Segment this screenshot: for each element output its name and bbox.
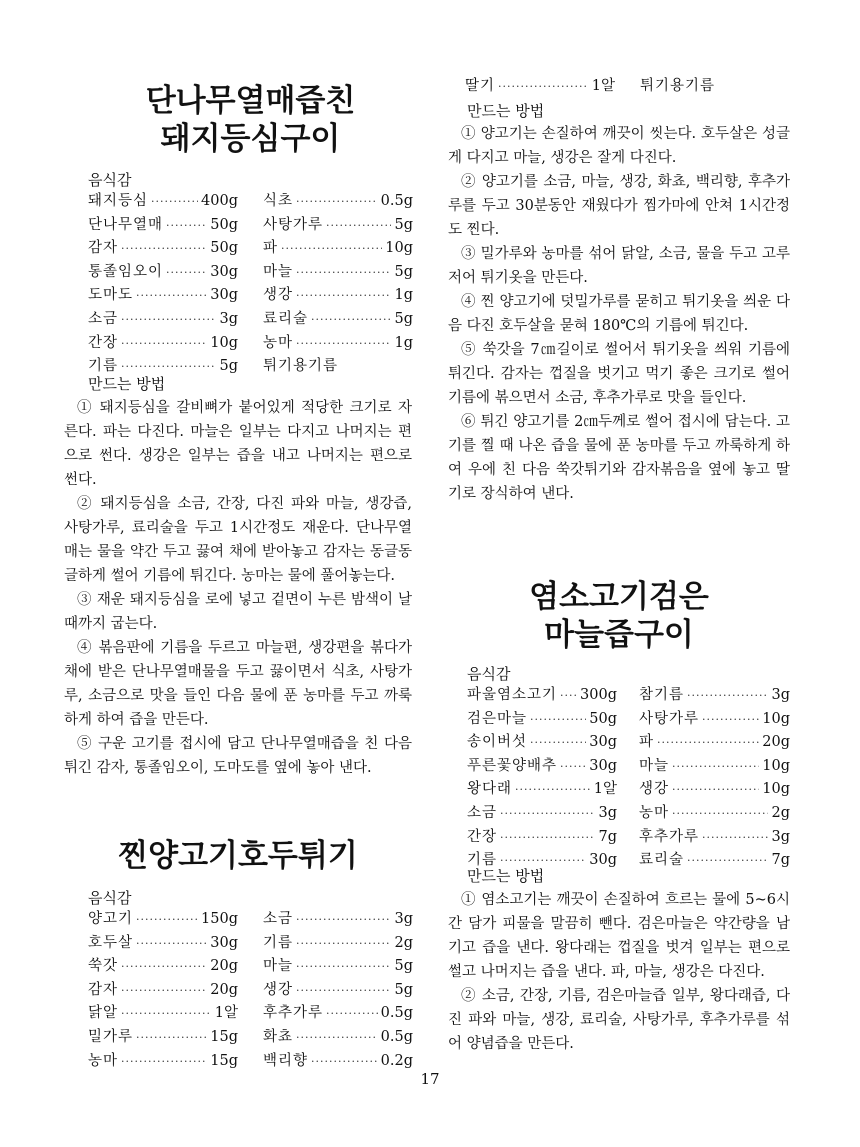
ingredient-name: 감자 <box>88 981 119 998</box>
method-step: ② 돼지등심을 소금, 간장, 다진 파와 마늘, 생강즙, 사탕가루, 료리술을 두고 1시간정도 재운다. 단나무열매는 물을 약간 두고 끓여 채에 받아놓고 감자는 동글동글하게 썰어 기름에 튀긴다. 농마는 물에 풀어놓는다. <box>64 496 412 584</box>
leader-dots <box>121 979 207 1003</box>
ingredient-row <box>88 1026 413 1050</box>
ingredient-amount: 150g <box>201 911 238 927</box>
method-step: ④ 찐 양고기에 덧밀가루를 묻히고 튀기옷을 씌운 다음 다진 호두살을 묻혀 180℃의 기름에 튀긴다. <box>448 294 790 334</box>
ingredient-name: 왕다래 <box>467 781 513 798</box>
ingredient-amount: 5g <box>394 216 413 233</box>
ingredient-amount: 30g <box>589 757 617 774</box>
ingredient <box>263 932 413 956</box>
ingredient-row <box>465 75 725 99</box>
ingredient-amount: 5g <box>394 981 413 998</box>
ingredient-name: 참기름 <box>639 687 685 703</box>
ingredient-name: 기름 <box>88 358 119 375</box>
leader-dots <box>296 332 391 356</box>
ingredient-amount: 10g <box>762 710 790 727</box>
ingredient-row <box>88 284 413 308</box>
ingredient-amount: 30g <box>210 934 238 951</box>
leader-dots <box>121 308 216 332</box>
leader-dots <box>296 955 391 979</box>
ingredient-amount: 3g <box>394 911 413 927</box>
ingredient-amount: 30g <box>210 263 238 280</box>
ingredient-amount: 30g <box>589 734 617 751</box>
ingredient-row <box>467 802 790 826</box>
ingredient-amount: 7g <box>598 828 617 845</box>
leader-dots <box>166 214 207 238</box>
method-step: ⑤ 쑥갓을 7㎝길이로 썰어서 튀기옷을 씌워 기름에 튀긴다. 감자는 껍질을 벗기고 먹기 좋은 크기로 썰어 기름에 볶으면서 소금, 후추가루로 맛을 들인다. <box>448 342 790 406</box>
ingredient-amount: 10g <box>210 334 238 351</box>
recipe2-steps <box>448 122 790 506</box>
ingredient-name: 백리향 <box>263 1052 309 1069</box>
ingredient-amount: 30g <box>589 852 617 869</box>
ingredient-name: 파울염소고기 <box>467 687 558 703</box>
ingredient-amount: 2g <box>771 804 790 821</box>
ingredient <box>467 778 617 802</box>
ingredient <box>88 908 238 932</box>
ingredient <box>465 75 615 99</box>
ingredient <box>88 237 238 261</box>
ingredient-name: 파 <box>639 734 655 751</box>
page-number: 17 <box>420 1070 440 1088</box>
recipe2-ingredient-list <box>88 908 413 1073</box>
ingredient <box>263 1002 413 1026</box>
ingredient-row <box>88 214 413 238</box>
ingredient-row <box>467 826 790 850</box>
ingredient-name: 튀기용기름 <box>640 78 716 94</box>
leader-dots <box>326 214 391 238</box>
recipe3-ingredient-list <box>467 684 790 873</box>
leader-dots <box>296 284 391 308</box>
recipe2-method-label: 만드는 방법 <box>467 102 545 120</box>
ingredient-amount: 10g <box>385 240 413 257</box>
leader-dots <box>672 802 768 826</box>
leader-dots <box>326 1002 378 1026</box>
ingredient-name: 소금 <box>467 804 498 821</box>
ingredient-amount: 1g <box>394 334 413 351</box>
ingredient-amount: 20g <box>210 981 238 998</box>
method-step: ⑥ 튀긴 양고기를 2㎝두께로 썰어 접시에 담는다. 고기를 찔 때 나온 즙을 물에 푼 농마를 두고 까룩하게 하여 우에 친 다음 쑥갓튀기와 감자볶음을 옆에 놓고 딸기로 장식하여 낸다. <box>448 414 790 502</box>
recipe1-title-line2: 돼지등심구이 <box>160 121 341 157</box>
ingredient <box>639 708 790 732</box>
leader-dots <box>296 908 391 932</box>
ingredient-amount: 1알 <box>591 78 615 94</box>
ingredient <box>467 755 617 779</box>
ingredient-name: 농마 <box>639 804 670 821</box>
method-step: ④ 볶음판에 기름을 두르고 마늘편, 생강편을 볶다가 채에 받은 단나무열매물을 두고 끓이면서 식초, 사탕가루, 소금으로 맛을 들인 다음 물에 푼 농마를 두고 까룩하게 하여 즙을 만든다. <box>64 640 412 728</box>
ingredient-amount: 30g <box>210 287 238 304</box>
recipe2-title: 찐양고기호두튀기 <box>118 838 358 874</box>
recipe1-steps <box>64 396 412 780</box>
leader-dots <box>136 284 207 308</box>
leader-dots <box>657 731 759 755</box>
leader-dots <box>687 684 768 708</box>
recipe2-ingredients-label: 음식감 <box>88 889 132 907</box>
leader-dots <box>296 932 391 956</box>
recipe1-title <box>88 82 413 158</box>
ingredient <box>88 214 238 238</box>
recipe3-method-label: 만드는 방법 <box>467 867 545 885</box>
ingredient-amount: 50g <box>210 240 238 257</box>
ingredient-name: 딸기 <box>465 78 496 94</box>
leader-dots <box>560 755 586 779</box>
ingredient <box>263 284 413 308</box>
recipe3-ingredients-label: 음식감 <box>467 665 511 683</box>
ingredient-amount: 0.5g <box>380 1005 413 1022</box>
leader-dots <box>136 932 207 956</box>
ingredient-name: 농마 <box>88 1052 119 1069</box>
ingredient <box>263 237 413 261</box>
ingredient-name: 도마도 <box>88 287 134 304</box>
leader-dots <box>166 261 207 285</box>
method-step: ③ 재운 돼지등심을 로에 넣고 겉면이 누른 밤색이 날 때까지 굽는다. <box>64 592 412 632</box>
ingredient-row <box>467 708 790 732</box>
ingredient-amount: 0.2g <box>380 1052 413 1069</box>
ingredient-name: 기름 <box>467 852 498 869</box>
ingredient-amount: 3g <box>219 310 238 327</box>
ingredient-name: 닭알 <box>88 1005 119 1022</box>
ingredient-amount: 1g <box>394 287 413 304</box>
ingredient <box>263 1026 413 1050</box>
leader-dots <box>500 826 595 850</box>
method-step: ① 양고기는 손질하여 깨끗이 씻는다. 호두살은 성글게 다지고 마늘, 생강은 잘게 다진다. <box>448 126 790 166</box>
ingredient-name: 튀기용기름 <box>263 358 339 375</box>
ingredient <box>88 979 238 1003</box>
ingredient <box>88 1002 238 1026</box>
leader-dots <box>136 1026 207 1050</box>
ingredient-amount: 15g <box>210 1052 238 1069</box>
ingredient-name: 푸른꽃양배추 <box>467 757 558 774</box>
leader-dots <box>498 75 589 99</box>
ingredient-name: 검은마늘 <box>467 710 528 727</box>
recipe3-title-line2: 마늘즙구이 <box>544 617 694 653</box>
ingredient-amount: 0.5g <box>380 1028 413 1045</box>
ingredient-amount: 50g <box>210 216 238 233</box>
ingredient-name: 마늘 <box>263 263 294 280</box>
ingredient-amount: 400g <box>201 193 238 209</box>
ingredient-amount: 3g <box>771 828 790 845</box>
ingredient-name: 송이버섯 <box>467 734 528 751</box>
ingredient-amount: 5g <box>219 358 238 375</box>
leader-dots <box>702 826 768 850</box>
ingredient-name: 간장 <box>467 828 498 845</box>
recipe1-title-line1: 단나무열매즙친 <box>145 83 356 119</box>
ingredient-row <box>467 755 790 779</box>
ingredient <box>639 849 790 873</box>
ingredient <box>88 1026 238 1050</box>
recipe1-ingredient-list <box>88 190 413 379</box>
leader-dots <box>687 849 768 873</box>
ingredient <box>639 826 790 850</box>
leader-dots <box>121 332 207 356</box>
leader-dots <box>311 308 391 332</box>
ingredient-name: 기름 <box>263 934 294 951</box>
leader-dots <box>530 731 586 755</box>
ingredient <box>88 332 238 356</box>
ingredient-row <box>88 908 413 932</box>
leader-dots <box>515 778 591 802</box>
leader-dots <box>296 979 391 1003</box>
leader-dots <box>121 1002 212 1026</box>
leader-dots <box>136 908 198 932</box>
leader-dots <box>296 190 378 214</box>
recipe1-method-label: 만드는 방법 <box>88 375 166 393</box>
ingredient-row <box>88 332 413 356</box>
ingredient-name: 밀가루 <box>88 1028 134 1045</box>
ingredient-name: 소금 <box>263 911 294 927</box>
ingredient-row <box>88 261 413 285</box>
ingredient <box>639 731 790 755</box>
ingredient <box>263 308 413 332</box>
ingredient <box>467 708 617 732</box>
ingredient <box>467 684 617 708</box>
ingredient <box>467 731 617 755</box>
ingredient <box>88 932 238 956</box>
ingredient <box>639 802 790 826</box>
ingredient-name: 단나무열매 <box>88 216 164 233</box>
ingredient-row <box>88 932 413 956</box>
ingredient <box>263 332 413 356</box>
ingredient <box>88 261 238 285</box>
method-step: ⑤ 구운 고기를 접시에 담고 단나무열매즙을 친 다음 튀긴 감자, 통졸임오이, 도마도를 옆에 놓아 낸다. <box>64 736 412 776</box>
ingredient-amount: 10g <box>762 757 790 774</box>
ingredient-name: 사탕가루 <box>639 710 700 727</box>
ingredient-row <box>88 955 413 979</box>
ingredient-name: 화쵸 <box>263 1028 294 1045</box>
ingredient-name: 생강 <box>263 287 294 304</box>
ingredient-amount: 1알 <box>214 1005 238 1022</box>
ingredient-name: 통졸임오이 <box>88 263 164 280</box>
leader-dots <box>560 684 577 708</box>
ingredient <box>263 955 413 979</box>
leader-dots <box>121 955 207 979</box>
ingredient-name: 생강 <box>639 781 670 798</box>
recipe3-title-line1: 염소고기검은 <box>529 579 709 615</box>
ingredient-row <box>467 684 790 708</box>
ingredient-amount: 3g <box>771 687 790 703</box>
ingredient-amount: 1알 <box>593 781 617 798</box>
ingredient-row <box>88 1002 413 1026</box>
method-step: ② 양고기를 소금, 마늘, 생강, 화쵸, 백리향, 후추가루를 두고 30분동안 재웠다가 찜가마에 안쳐 1시간정도 찐다. <box>448 174 790 238</box>
leader-dots <box>672 778 759 802</box>
ingredient-row <box>88 308 413 332</box>
ingredient-name: 양고기 <box>88 911 134 927</box>
ingredient <box>88 308 238 332</box>
recipe2-ingredient-list-cont <box>465 75 725 99</box>
ingredient <box>263 979 413 1003</box>
ingredient <box>263 261 413 285</box>
ingredient-amount: 2g <box>394 934 413 951</box>
recipe1-ingredients-label: 음식감 <box>88 171 132 189</box>
ingredient-row <box>88 979 413 1003</box>
ingredient-name: 농마 <box>263 334 294 351</box>
ingredient <box>639 778 790 802</box>
ingredient <box>639 684 790 708</box>
ingredient-amount: 5g <box>394 310 413 327</box>
ingredient-name: 마늘 <box>263 958 294 975</box>
ingredient-name: 사탕가루 <box>263 216 324 233</box>
ingredient-row <box>88 237 413 261</box>
ingredient-row <box>467 778 790 802</box>
ingredient-name: 소금 <box>88 310 119 327</box>
leader-dots <box>530 708 586 732</box>
recipe3-title <box>448 578 790 654</box>
ingredient-amount: 7g <box>771 852 790 869</box>
ingredient-amount: 15g <box>210 1028 238 1045</box>
ingredient-name: 료리술 <box>639 852 685 869</box>
ingredient <box>88 955 238 979</box>
ingredient <box>467 802 617 826</box>
ingredient-name: 마늘 <box>639 757 670 774</box>
leader-dots <box>281 237 382 261</box>
ingredient-amount: 10g <box>762 781 790 798</box>
ingredient-amount: 5g <box>394 263 413 280</box>
ingredient <box>263 908 413 932</box>
leader-dots <box>296 261 391 285</box>
leader-dots <box>702 708 759 732</box>
method-step: ③ 밀가루와 농마를 섞어 닭알, 소금, 물을 두고 고루 저어 튀기옷을 만든다. <box>448 246 790 286</box>
ingredient-amount: 50g <box>589 710 617 727</box>
ingredient <box>263 190 413 214</box>
method-step: ② 소금, 간장, 기름, 검은마늘즙 일부, 왕다래즙, 다진 파와 마늘, 생강, 료리술, 사탕가루, 후추가루를 섞어 양념즙을 만든다. <box>448 988 790 1052</box>
ingredient-row <box>88 190 413 214</box>
ingredient-name: 쑥갓 <box>88 958 119 975</box>
method-step: ① 돼지등심을 갈비뼈가 붙어있게 적당한 크기로 자른다. 파는 다진다. 마늘은 일부는 다지고 나머지는 편으로 썬다. 생강은 일부는 즙을 내고 나머지는 편으로 썬다. <box>64 400 412 488</box>
ingredient-name: 생강 <box>263 981 294 998</box>
recipe3-steps <box>448 888 790 1056</box>
ingredient-amount: 3g <box>598 804 617 821</box>
ingredient <box>88 190 238 214</box>
leader-dots <box>672 755 759 779</box>
ingredient <box>467 826 617 850</box>
leader-dots <box>121 237 207 261</box>
ingredient-amount: 5g <box>394 958 413 975</box>
ingredient-name: 료리술 <box>263 310 309 327</box>
ingredient-name: 간장 <box>88 334 119 351</box>
ingredient-row <box>467 731 790 755</box>
leader-dots <box>296 1026 378 1050</box>
method-step: ① 염소고기는 깨끗이 손질하여 흐르는 물에 5~6시간 담가 피물을 말끔히 뺀다. 검은마늘은 약간량을 남기고 즙을 낸다. 왕다래는 껍질을 벗겨 일부는 편으로 썰고 나머지는 즙을 낸다. 파, 마늘, 생강은 다진다. <box>448 892 790 980</box>
ingredient-amount: 20g <box>762 734 790 751</box>
leader-dots <box>500 802 595 826</box>
ingredient <box>88 284 238 308</box>
ingredient-name: 호두살 <box>88 934 134 951</box>
ingredient <box>639 755 790 779</box>
ingredient-amount: 20g <box>210 958 238 975</box>
ingredient-name: 식초 <box>263 193 294 209</box>
leader-dots <box>151 190 198 214</box>
ingredient <box>263 214 413 238</box>
ingredient-name: 후추가루 <box>263 1005 324 1022</box>
ingredient-name: 감자 <box>88 240 119 257</box>
ingredient-name: 파 <box>263 240 279 257</box>
ingredient-amount: 300g <box>580 687 617 703</box>
ingredient-amount: 0.5g <box>380 193 413 209</box>
ingredient-name: 후추가루 <box>639 828 700 845</box>
ingredient-name: 돼지등심 <box>88 193 149 209</box>
